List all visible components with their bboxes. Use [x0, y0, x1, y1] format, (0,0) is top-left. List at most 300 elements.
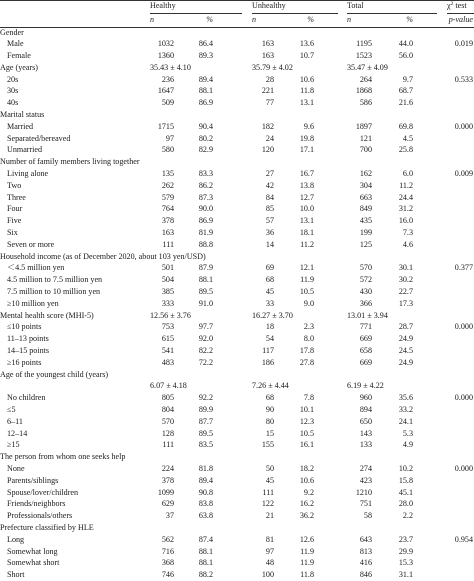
table-row — [0, 357, 474, 369]
healthy-pct-cell: 89.4 — [198, 475, 213, 485]
total-n-cell: 304 — [359, 180, 372, 190]
table-row — [0, 62, 474, 74]
total-n-cell: 894 — [359, 405, 372, 414]
unhealthy-pct-cell: 8.0 — [303, 334, 314, 344]
table-row — [0, 321, 474, 333]
unhealthy-n-cell: 117 — [262, 346, 274, 356]
table-row — [0, 522, 474, 534]
total-n-cell: 846 — [359, 570, 372, 580]
table-row — [0, 180, 474, 192]
total-pct-cell: 9.7 — [402, 74, 413, 84]
row-label: Male — [7, 39, 24, 49]
section-label: Gender — [0, 27, 24, 37]
unhealthy-n-cell: 163 — [261, 39, 274, 49]
healthy-pct-cell: 82.9 — [198, 145, 213, 155]
table-row — [0, 298, 474, 310]
total-pct-cell: 29.9 — [398, 546, 413, 556]
total-pct-cell: 4.5 — [402, 133, 413, 143]
unhealthy-n-cell: 97 — [265, 546, 274, 556]
total-pct-cell: 31.2 — [398, 204, 413, 214]
total-pct-cell: 11.2 — [399, 180, 413, 190]
healthy-n-cell: 378 — [161, 216, 174, 226]
total-n-cell: 143 — [359, 428, 372, 438]
total-n-cell: 570 — [359, 263, 372, 273]
unhealthy-n-cell: 182 — [261, 121, 274, 131]
total-pct-cell: 33.2 — [398, 405, 413, 414]
row-label: Six — [7, 228, 18, 238]
unhealthy-pct-cell: 10.7 — [299, 51, 314, 61]
p-value-header: p-value — [448, 14, 473, 24]
total-n-cell: 658 — [359, 346, 372, 356]
healthy-mean-sd: 35.43 ± 4.10 — [150, 62, 191, 72]
row-label: 14–15 points — [7, 346, 50, 356]
total-n-cell: 1195 — [356, 39, 372, 49]
section-label: Mental health score (MHI-5) — [0, 310, 94, 320]
unhealthy-pct-cell: 13.8 — [299, 180, 314, 190]
row-label: None — [7, 463, 25, 473]
unhealthy-pct-cell: 9.6 — [303, 121, 314, 131]
col-healthy-header: Healthy — [150, 1, 176, 10]
p-value-cell: 0.000 — [454, 463, 473, 473]
unhealthy-pct-cell: 2.3 — [303, 322, 314, 332]
total-pct-cell: 25.8 — [398, 145, 413, 155]
healthy-pct-cell: 91.0 — [198, 298, 213, 308]
section-label: Household income (as of December 2020, about 103 yen/USD) — [0, 251, 206, 261]
unhealthy-pct-cell: 10.5 — [299, 287, 314, 297]
healthy-pct-cell: 89.4 — [198, 74, 213, 84]
unhealthy-pct-cell: 16.2 — [299, 499, 314, 509]
healthy-pct-cell: 87.3 — [198, 192, 213, 202]
total-n-cell: 751 — [359, 499, 372, 509]
unhealthy-pct-cell: 11.9 — [300, 558, 314, 568]
healthy-n-cell: 580 — [161, 145, 174, 155]
unhealthy-pct-cell: 12.1 — [299, 263, 314, 273]
header-row-subcols — [0, 13, 474, 27]
table-row — [0, 192, 474, 204]
healthy-pct-cell: 87.9 — [198, 263, 213, 273]
row-label: 12–14 — [7, 428, 28, 438]
table-row — [0, 50, 474, 62]
unhealthy-n-cell: 122 — [261, 499, 274, 509]
healthy-pct-cell: 88.1 — [198, 558, 213, 568]
unhealthy-mean-sd: 16.27 ± 3.70 — [252, 310, 293, 320]
total-pct-cell: 21.6 — [398, 98, 413, 108]
total-n-cell: 199 — [359, 228, 372, 238]
row-label: ≥15 — [7, 440, 20, 450]
unhealthy-n-cell: 120 — [261, 145, 274, 155]
row-label: Short — [7, 570, 25, 580]
total-pct-cell: 44.0 — [398, 39, 413, 49]
unhealthy-pct-cell: 9.0 — [303, 298, 314, 308]
healthy-pct-cell: 72.2 — [198, 357, 213, 367]
table-row — [0, 333, 474, 345]
table-row — [0, 345, 474, 357]
unhealthy-pct-cell: 7.8 — [303, 393, 314, 403]
total-pct-cell: 68.7 — [398, 86, 413, 96]
unhealthy-n-cell: 36 — [265, 228, 274, 238]
unhealthy-n-cell: 42 — [265, 180, 274, 190]
healthy-pct-cell: 86.2 — [198, 180, 213, 190]
row-label: Somewhat long — [7, 546, 58, 556]
healthy-n-cell: 262 — [161, 180, 174, 190]
row-label: 20s — [7, 74, 19, 84]
healthy-pct-cell: 81.9 — [198, 228, 213, 238]
total-pct-cell: 31.1 — [398, 570, 413, 580]
total-pct-cell: 23.7 — [398, 534, 413, 544]
chi-superscript: 2 — [450, 1, 454, 7]
row-label: 4.5 million to 7.5 million yen — [7, 275, 103, 285]
healthy-n-header: n — [150, 14, 155, 24]
p-value-cell: 0.019 — [454, 39, 473, 49]
total-n-cell: 1523 — [355, 51, 372, 61]
total-pct-cell: 35.6 — [398, 393, 413, 403]
total-pct-cell: 10.2 — [398, 463, 413, 473]
unhealthy-n-cell: 221 — [261, 86, 274, 96]
row-label: 7.5 million to 10 million yen — [7, 287, 101, 297]
section-label: Age of the youngest child (years) — [0, 369, 109, 379]
healthy-n-cell: 37 — [165, 511, 174, 521]
table-row — [0, 439, 474, 451]
unhealthy-pct-cell: 18.1 — [299, 228, 314, 238]
unhealthy-n-cell: 111 — [262, 487, 274, 497]
healthy-pct-cell: 86.9 — [198, 98, 213, 108]
healthy-pct-cell: 90.0 — [198, 204, 213, 214]
p-value-cell: 0.533 — [454, 74, 473, 84]
row-label: Seven or more — [7, 239, 55, 249]
table-row — [0, 215, 474, 227]
unhealthy-n-cell: 68 — [265, 275, 274, 285]
healthy-pct-cell: 97.7 — [198, 322, 213, 332]
total-n-cell: 669 — [359, 334, 372, 344]
total-pct-cell: 24.9 — [398, 357, 413, 367]
table-row — [0, 451, 474, 463]
unhealthy-n-cell: 21 — [265, 511, 274, 521]
row-label: Parents/siblings — [7, 475, 59, 485]
unhealthy-n-cell: 33 — [265, 298, 274, 308]
table-row — [0, 144, 474, 156]
section-label: The person from whom one seeks help — [0, 452, 126, 462]
total-pct-cell: 15.3 — [398, 558, 413, 568]
row-label: Spouse/lover/children — [7, 487, 79, 497]
unhealthy-pct-cell: 11.8 — [300, 570, 314, 580]
unhealthy-n-header: n — [252, 14, 257, 24]
healthy-pct-cell: 89.9 — [198, 405, 213, 414]
section-label: Prefecture classified by HLE — [0, 522, 94, 532]
total-n-cell: 264 — [359, 74, 372, 84]
unhealthy-n-cell: 28 — [265, 74, 274, 84]
total-pct-cell: 30.2 — [398, 275, 413, 285]
total-pct-cell: 15.8 — [398, 475, 413, 485]
healthy-n-cell: 501 — [161, 263, 174, 273]
total-n-cell: 133 — [359, 440, 372, 450]
total-n-cell: 58 — [363, 511, 372, 521]
unhealthy-pct-cell: 9.2 — [303, 487, 314, 497]
unhealthy-n-cell: 50 — [265, 463, 274, 473]
row-label: Unmarried — [7, 145, 43, 155]
total-pct-cell: 24.5 — [398, 346, 413, 356]
table-row — [0, 274, 474, 286]
healthy-n-cell: 805 — [161, 393, 174, 403]
table-row — [0, 392, 474, 404]
unhealthy-pct-cell: 10.0 — [299, 204, 314, 214]
unhealthy-pct-cell: 10.1 — [299, 405, 314, 414]
total-pct-cell: 69.8 — [398, 121, 413, 131]
p-value-cell: 0.000 — [454, 393, 473, 403]
unhealthy-n-cell: 15 — [265, 428, 274, 438]
table-row — [0, 156, 474, 168]
healthy-pct-cell: 90.8 — [198, 487, 213, 497]
healthy-mean-sd: 12.56 ± 3.76 — [150, 310, 191, 320]
row-label: Separated/bereaved — [7, 133, 71, 143]
table-row — [0, 227, 474, 239]
unhealthy-pct-cell: 36.2 — [299, 511, 314, 521]
total-pct-cell: 16.0 — [398, 216, 413, 226]
total-pct-cell: 56.0 — [398, 51, 413, 61]
total-pct-cell: 24.4 — [398, 192, 413, 202]
unhealthy-n-cell: 77 — [265, 98, 274, 108]
table-row — [0, 251, 474, 263]
unhealthy-n-cell: 45 — [265, 287, 274, 297]
healthy-n-cell: 385 — [161, 287, 174, 297]
table-row — [0, 286, 474, 298]
unhealthy-mean-sd: 7.26 ± 4.44 — [252, 381, 289, 391]
unhealthy-pct-cell: 27.8 — [299, 357, 314, 367]
row-label: ≤5 — [7, 405, 16, 414]
unhealthy-n-cell: 80 — [265, 416, 274, 426]
unhealthy-n-cell: 68 — [265, 393, 274, 403]
p-value-cell: 0.009 — [454, 169, 473, 179]
total-n-cell: 121 — [359, 133, 372, 143]
total-n-cell: 700 — [359, 145, 372, 155]
table-row — [0, 498, 474, 510]
total-n-cell: 274 — [359, 463, 372, 473]
unhealthy-pct-cell: 11.9 — [300, 275, 314, 285]
table-row — [0, 262, 474, 274]
unhealthy-pct-cell: 11.2 — [300, 239, 314, 249]
table-row — [0, 168, 474, 180]
healthy-n-cell: 509 — [161, 98, 174, 108]
section-label: Age (years) — [0, 62, 38, 72]
total-mean-sd: 6.19 ± 4.22 — [347, 381, 384, 391]
p-value-cell: 0.000 — [454, 322, 473, 332]
section-label: Number of family members living together — [0, 157, 140, 167]
healthy-n-cell: 111 — [162, 440, 174, 450]
healthy-pct-cell: 88.1 — [198, 546, 213, 556]
total-pct-cell: 4.9 — [402, 440, 413, 450]
healthy-n-cell: 562 — [161, 534, 174, 544]
unhealthy-pct-cell: 16.7 — [299, 169, 314, 179]
table-row — [0, 546, 474, 558]
healthy-pct-cell: 87.4 — [198, 534, 213, 544]
row-label: Four — [7, 204, 23, 214]
table-row — [0, 428, 474, 440]
healthy-n-cell: 378 — [161, 475, 174, 485]
total-pct-cell: 24.1 — [398, 416, 413, 426]
healthy-pct-header: % — [206, 14, 213, 24]
unhealthy-pct-cell: 10.6 — [299, 475, 314, 485]
healthy-pct-cell: 90.4 — [198, 121, 213, 131]
healthy-n-cell: 128 — [161, 428, 174, 438]
unhealthy-pct-cell: 19.8 — [299, 133, 314, 143]
unhealthy-pct-cell: 10.5 — [299, 428, 314, 438]
healthy-n-cell: 1360 — [157, 51, 174, 61]
total-mean-sd: 13.01 ± 3.94 — [347, 310, 388, 320]
healthy-pct-cell: 87.7 — [198, 416, 213, 426]
unhealthy-n-cell: 100 — [261, 570, 274, 580]
unhealthy-n-cell: 24 — [265, 133, 274, 143]
healthy-pct-cell: 88.2 — [198, 570, 213, 580]
healthy-pct-cell: 92.0 — [198, 334, 213, 344]
unhealthy-pct-cell: 11.8 — [300, 86, 314, 96]
healthy-n-cell: 746 — [161, 570, 174, 580]
total-n-cell: 650 — [359, 416, 372, 426]
table-row — [0, 133, 474, 145]
total-pct-cell: 5.3 — [402, 428, 413, 438]
table-row — [0, 557, 474, 569]
row-label: Professionals/others — [7, 511, 73, 521]
row-label: 11–13 points — [7, 334, 49, 344]
total-n-cell: 1210 — [355, 487, 372, 497]
total-pct-cell: 17.3 — [398, 298, 413, 308]
table-row — [0, 404, 474, 416]
healthy-n-cell: 1099 — [157, 487, 174, 497]
row-label: Married — [7, 121, 34, 131]
total-n-cell: 669 — [359, 357, 372, 367]
row-label: Somewhat short — [7, 558, 60, 568]
healthy-pct-cell: 83.5 — [198, 440, 213, 450]
unhealthy-n-cell: 57 — [265, 216, 274, 226]
unhealthy-n-cell: 48 — [265, 558, 274, 568]
table-row — [0, 369, 474, 381]
unhealthy-pct-cell: 17.8 — [299, 346, 314, 356]
total-pct-cell: 30.1 — [398, 263, 413, 273]
table-row — [0, 310, 474, 322]
col-chi-test-header — [447, 0, 467, 13]
table-row — [0, 416, 474, 428]
table-row — [0, 85, 474, 97]
total-pct-cell: 24.9 — [398, 334, 413, 344]
unhealthy-n-cell: 81 — [265, 534, 274, 544]
row-label: 6–11 — [7, 416, 23, 426]
row-label: Friends/neighbors — [7, 499, 66, 509]
total-n-cell: 162 — [359, 169, 372, 179]
total-pct-cell: 4.6 — [402, 239, 413, 249]
total-n-cell: 1897 — [355, 121, 372, 131]
healthy-n-cell: 333 — [161, 298, 174, 308]
row-label: Female — [7, 51, 31, 61]
healthy-n-cell: 1032 — [157, 39, 174, 49]
healthy-n-cell: 111 — [162, 239, 174, 249]
unhealthy-n-cell: 54 — [265, 334, 274, 344]
healthy-n-cell: 629 — [161, 499, 174, 509]
healthy-pct-cell: 89.5 — [198, 287, 213, 297]
header-row-groups — [0, 0, 474, 13]
total-pct-cell: 7.3 — [402, 228, 413, 238]
table-row — [0, 203, 474, 215]
unhealthy-pct-cell: 17.1 — [299, 145, 314, 155]
unhealthy-n-cell: 155 — [261, 440, 274, 450]
col-total-header: Total — [347, 1, 364, 10]
table-row — [0, 510, 474, 522]
healthy-pct-cell: 83.3 — [198, 169, 213, 179]
unhealthy-n-cell: 18 — [265, 322, 274, 332]
healthy-n-cell: 163 — [161, 228, 174, 238]
unhealthy-pct-cell: 18.2 — [299, 463, 314, 473]
table-row — [0, 463, 474, 475]
healthy-n-cell: 541 — [161, 346, 174, 356]
row-label: ≥10 million yen — [7, 298, 59, 308]
healthy-pct-cell: 81.8 — [198, 463, 213, 473]
healthy-n-cell: 753 — [161, 322, 174, 332]
p-value-cell: 0.000 — [454, 121, 473, 131]
healthy-n-cell: 716 — [161, 546, 174, 556]
unhealthy-pct-cell: 13.1 — [299, 98, 314, 108]
healthy-n-cell: 224 — [161, 463, 174, 473]
row-label: Living alone — [7, 169, 49, 179]
p-value-cell: 0.377 — [454, 263, 473, 273]
total-n-header: n — [347, 14, 352, 24]
row-label: ≤10 points — [7, 322, 42, 332]
total-pct-header: % — [406, 14, 413, 24]
chi-symbol: χ — [447, 1, 451, 10]
table-row — [0, 475, 474, 487]
table-row — [0, 380, 474, 392]
healthy-n-cell: 764 — [161, 204, 174, 214]
healthy-pct-cell: 88.1 — [198, 275, 213, 285]
table-body — [0, 27, 474, 581]
row-label: ≥16 points — [7, 357, 42, 367]
unhealthy-pct-cell: 12.6 — [299, 534, 314, 544]
healthy-n-cell: 579 — [161, 192, 174, 202]
row-label: Five — [7, 216, 22, 226]
row-label: 40s — [7, 98, 19, 108]
healthy-pct-cell: 86.4 — [198, 39, 213, 49]
total-mean-sd: 35.47 ± 4.09 — [347, 62, 388, 72]
total-n-cell: 366 — [359, 298, 372, 308]
total-pct-cell: 28.0 — [398, 499, 413, 509]
total-pct-cell: 6.0 — [402, 169, 413, 179]
table-row — [0, 74, 474, 86]
healthy-pct-cell: 89.5 — [198, 428, 213, 438]
table-row — [0, 487, 474, 499]
healthy-n-cell: 483 — [161, 357, 174, 367]
row-label: No children — [7, 393, 46, 403]
row-label: ＜4.5 million yen — [7, 263, 65, 273]
healthy-pct-cell: 82.2 — [198, 346, 213, 356]
total-pct-cell: 2.2 — [402, 511, 413, 521]
total-n-cell: 849 — [359, 204, 372, 214]
unhealthy-n-cell: 14 — [265, 239, 274, 249]
healthy-pct-cell: 92.2 — [198, 393, 213, 403]
total-n-cell: 1868 — [355, 86, 372, 96]
unhealthy-n-cell: 186 — [261, 357, 274, 367]
table-row — [0, 109, 474, 121]
total-n-cell: 771 — [359, 322, 372, 332]
table-row — [0, 239, 474, 251]
healthy-n-cell: 135 — [161, 169, 174, 179]
healthy-pct-cell: 83.8 — [198, 499, 213, 509]
healthy-n-cell: 804 — [161, 405, 174, 414]
total-n-cell: 423 — [359, 475, 372, 485]
total-n-cell: 416 — [359, 558, 372, 568]
unhealthy-pct-cell: 10.6 — [299, 74, 314, 84]
table-row — [0, 38, 474, 50]
table-row — [0, 121, 474, 133]
healthy-pct-cell: 88.8 — [198, 239, 213, 249]
unhealthy-pct-cell: 16.1 — [299, 440, 314, 450]
healthy-pct-cell: 63.8 — [198, 511, 213, 521]
unhealthy-n-cell: 45 — [265, 475, 274, 485]
